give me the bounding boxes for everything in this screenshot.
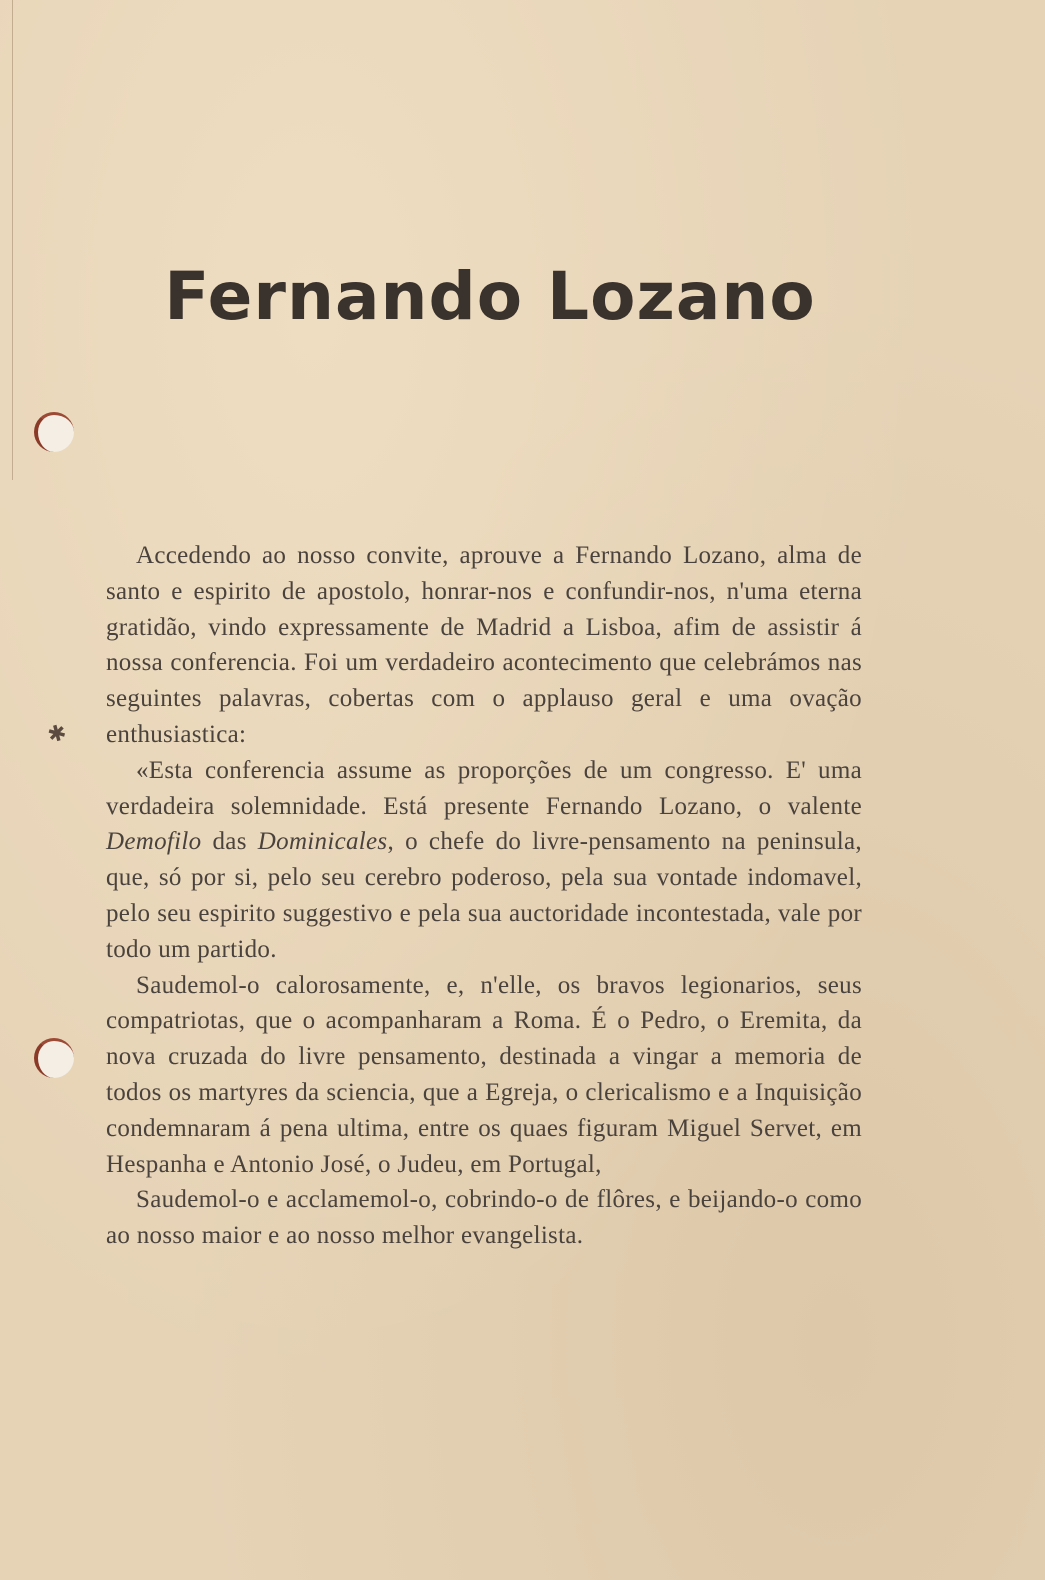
paragraph-4: Saudemol-o e acclamemol-o, cobrindo-o de flôres, e beijando-o como ao nosso maior e ao nosso melhor evangelista. [106,1186,862,1250]
paragraph-1: Accedendo ao nosso convite, aprouve a Fernando Lozano, alma de santo e espirito de apostolo, honrar-nos e confundir-nos, n'uma eterna gratidão, vindo expressamente de Madrid a Lisboa, afim de assistir á nossa conferencia. Foi um verdadeiro acontecimento que celebrámos nas seguintes palavras, cobertas com o applauso geral e uma ovação enthusiastica: [106,542,862,748]
punch-hole-top [34,412,74,452]
page-edge [0,0,13,480]
paragraph-3: Saudemol-o calorosamente, e, n'elle, os bravos legionarios, seus compatriotas, que o acompanharam a Roma. É o Pedro, o Eremita, da nova cruzada do livre pensamento, destinada a vingar a memoria de todos os martyres da sciencia, que a Egreja, o clericalismo e a Inquisição condemnaram á pena ultima, entre os quaes figuram Miguel Servet, em Hespanha e Antonio José, o Judeu, em Portugal, [106,971,862,1178]
body-text [106,538,862,1254]
paragraph-2-part-2: das [201,828,258,856]
paragraph-2-part-1: «Esta conferencia assume as proporções de um congresso. E' uma verdadeira solemnidade. Está presente Fernando Lozano, o valente [106,756,862,820]
italic-dominicales: Dominicales [257,828,388,856]
page-title: Fernando Lozano [164,258,816,335]
margin-ink-mark: ✱ [45,720,70,749]
paragraph-2-part-3: , o chefe do livre-pensamento na peninsula, que, só por si, pelo seu cerebro poderoso, pela sua vontade indomavel, pelo seu espirito suggestivo e pela sua auctoridade incontestada, vale por todo um partido. [106,828,862,963]
paragraph-2 [106,753,862,968]
punch-hole-bottom [34,1038,74,1078]
italic-demofilo: Demofilo [106,828,202,856]
